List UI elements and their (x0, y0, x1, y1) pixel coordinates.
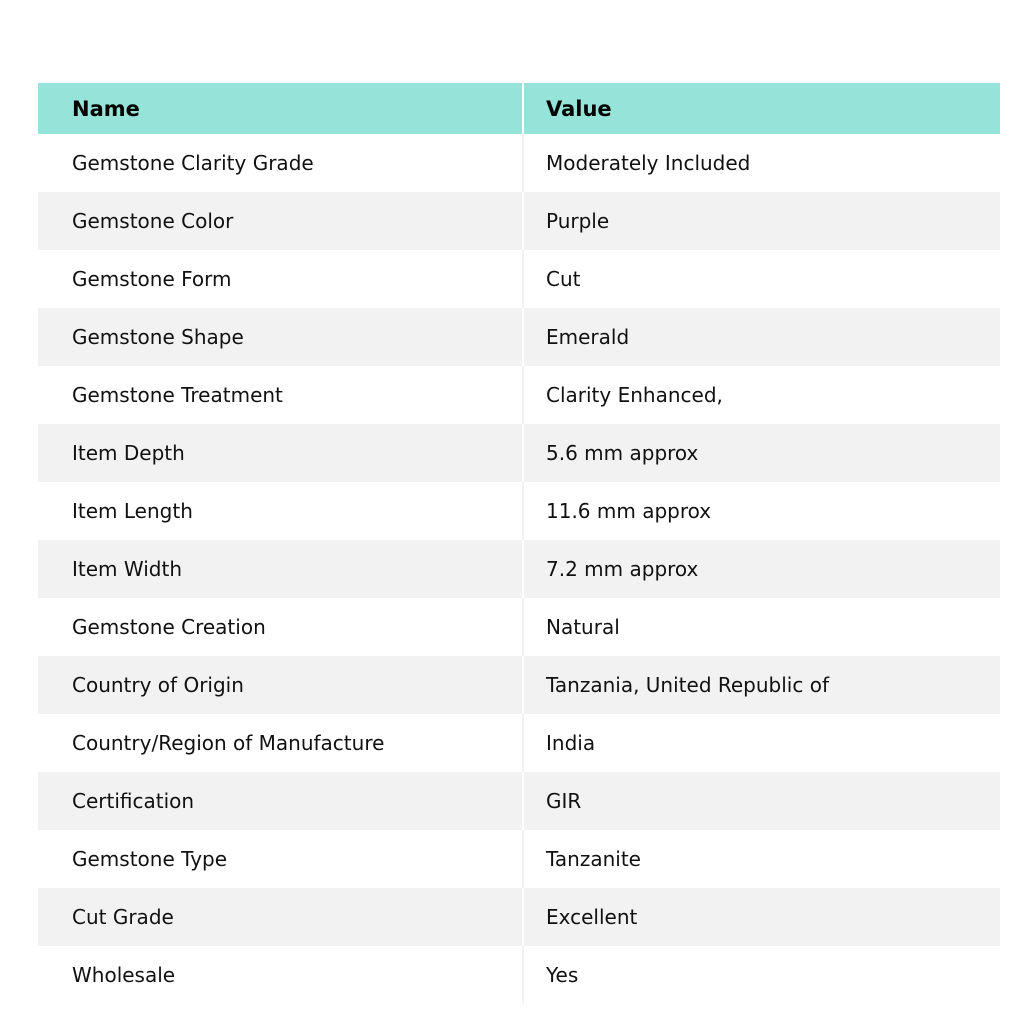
row-value-cell: Tanzania, United Republic of (524, 656, 1000, 714)
row-name-cell: Gemstone Shape (38, 308, 524, 366)
row-value-cell: Emerald (524, 308, 1000, 366)
table-row (38, 772, 1000, 830)
row-name-cell: Gemstone Clarity Grade (38, 134, 524, 192)
table-row (38, 598, 1000, 656)
table-row (38, 366, 1000, 424)
table-row (38, 482, 1000, 540)
row-value-cell: GIR (524, 772, 1000, 830)
table-row (38, 250, 1000, 308)
row-name-cell: Gemstone Type (38, 830, 524, 888)
row-value-cell: 11.6 mm approx (546, 499, 712, 523)
row-name-cell: Gemstone Creation (38, 598, 524, 656)
row-value-cell: Yes (546, 963, 579, 987)
row-value-cell: India (546, 731, 596, 755)
table-row (38, 308, 1000, 366)
column-header-name: Name (38, 83, 524, 134)
row-name-cell: Gemstone Color (38, 192, 524, 250)
column-header-value: Value (524, 83, 1000, 134)
row-name-cell: Cut Grade (38, 888, 524, 946)
row-value-cell: 5.6 mm approx (524, 424, 1000, 482)
item-specifics-table (38, 83, 1000, 1004)
row-name-cell: Gemstone Form (38, 250, 524, 308)
row-name-cell: Item Depth (38, 424, 524, 482)
table-row (38, 714, 1000, 772)
table-row (38, 424, 1000, 482)
table-row (38, 656, 1000, 714)
table-row (38, 946, 1000, 1004)
row-value-cell: Purple (524, 192, 1000, 250)
row-value-cell: Tanzanite (546, 847, 641, 871)
row-name-cell: Gemstone Treatment (38, 366, 524, 424)
table-row (38, 888, 1000, 946)
table-row (38, 134, 1000, 192)
row-value-cell: 7.2 mm approx (524, 540, 1000, 598)
table-header-row (38, 83, 1000, 134)
row-value-cell: Moderately Included (546, 151, 751, 175)
row-name-cell: Item Width (38, 540, 524, 598)
row-value-cell: Cut (546, 267, 581, 291)
row-name-cell: Wholesale (38, 946, 524, 1004)
row-name-cell: Item Length (38, 482, 524, 540)
row-value-cell: Clarity Enhanced, (546, 383, 723, 407)
table-row (38, 192, 1000, 250)
row-name-cell: Country of Origin (38, 656, 524, 714)
row-name-cell: Certification (38, 772, 524, 830)
table-row (38, 830, 1000, 888)
row-value-cell: Excellent (524, 888, 1000, 946)
row-value-cell: Natural (546, 615, 620, 639)
row-name-cell: Country/Region of Manufacture (38, 714, 524, 772)
table-row (38, 540, 1000, 598)
